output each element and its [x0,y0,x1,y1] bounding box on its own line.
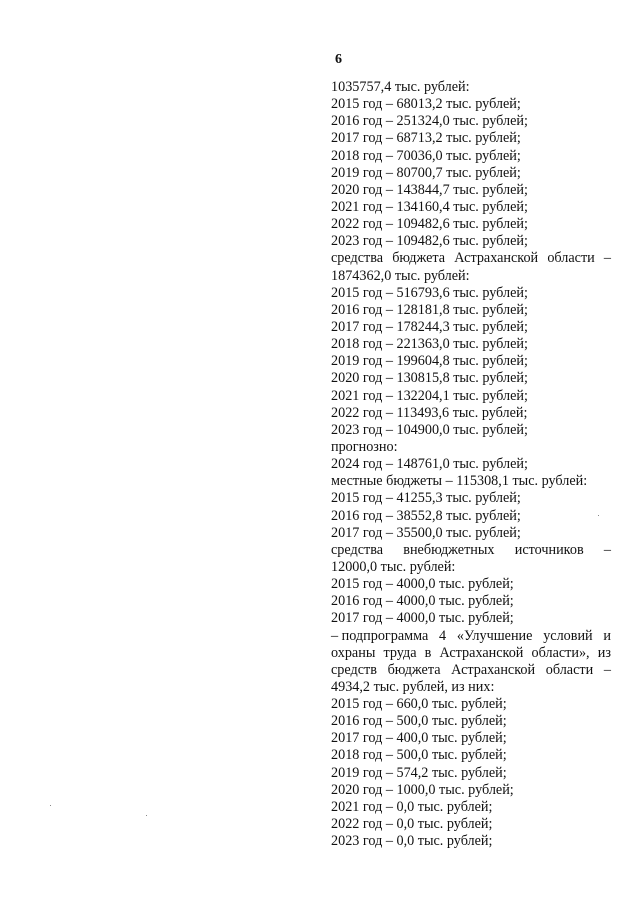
word: средства [331,541,384,558]
text-line: 2016 год – 251324,0 тыс. рублей; [331,113,528,130]
page-number: 6 [335,52,342,67]
word: – подпрограмма [331,627,429,644]
text-line: 2021 год – 132204,1 тыс. рублей; [331,387,528,404]
word: средств [331,661,377,678]
word: условий [543,627,593,644]
text-line: 4934,2 тыс. рублей, из них: [331,678,495,695]
text-line: 12000,0 тыс. рублей: [331,558,456,575]
word: – [603,541,611,558]
justified-line [331,662,611,679]
scan-speck [146,815,147,816]
word: области [547,250,595,267]
justified-line [331,628,611,645]
text-line: 2019 год – 80700,7 тыс. рублей; [331,164,521,181]
word: – [603,661,611,678]
word: внебюджетных [403,541,495,558]
text-line: 2015 год – 4000,0 тыс. рублей; [331,576,514,593]
text-line: 2018 год – 70036,0 тыс. рублей; [331,147,521,164]
word: Астраханской [439,644,524,661]
word: – [603,250,611,267]
text-line: 2016 год – 128181,8 тыс. рублей; [331,301,528,318]
word: бюджета [392,250,446,267]
justified-line [331,250,611,267]
text-line: 2023 год – 104900,0 тыс. рублей; [331,421,528,438]
text-line: 2022 год – 0,0 тыс. рублей; [331,816,493,833]
text-line: 2017 год – 35500,0 тыс. рублей; [331,524,521,541]
text-line: 2021 год – 134160,4 тыс. рублей; [331,198,528,215]
text-line: 2022 год – 109482,6 тыс. рублей; [331,216,528,233]
word: 4 [439,627,447,644]
text-line: 2019 год – 199604,8 тыс. рублей; [331,353,528,370]
word: бюджета [387,661,441,678]
text-line: 2016 год – 500,0 тыс. рублей; [331,713,507,730]
text-line: 2021 год – 0,0 тыс. рублей; [331,798,493,815]
word: Астраханской [454,250,539,267]
text-line: 2020 год – 143844,7 тыс. рублей; [331,181,528,198]
word: Астраханской [451,661,536,678]
text-line: 2024 год – 148761,0 тыс. рублей; [331,456,528,473]
text-line: 2017 год – 68713,2 тыс. рублей; [331,130,521,147]
justified-line [331,542,611,559]
text-line: 1874362,0 тыс. рублей: [331,267,470,284]
text-line: 2016 год – 38552,8 тыс. рублей; [331,507,521,524]
word: из [597,644,611,661]
word: области [545,661,594,678]
text-line: 2015 год – 660,0 тыс. рублей; [331,696,507,713]
text-line: 2017 год – 178244,3 тыс. рублей; [331,318,528,335]
word: труда [383,644,417,661]
text-line: 2015 год – 516793,6 тыс. рублей; [331,284,528,301]
scan-speck [598,515,599,516]
text-column [331,79,611,850]
word: в [424,644,432,661]
text-line: 2015 год – 68013,2 тыс. рублей; [331,96,521,113]
text-line: 2017 год – 400,0 тыс. рублей; [331,730,507,747]
text-line: 2019 год – 574,2 тыс. рублей; [331,764,507,781]
text-line: 1035757,4 тыс. рублей: [331,79,470,95]
text-line: местные бюджеты – 115308,1 тыс. рублей: [331,473,588,490]
word: охраны [331,644,376,661]
scan-speck [50,805,51,806]
text-line: 2017 год – 4000,0 тыс. рублей; [331,610,514,627]
word: средства [331,250,384,267]
text-line: 2015 год – 41255,3 тыс. рублей; [331,490,521,507]
word: и [603,627,611,644]
justified-line [331,645,611,662]
text-line: 2022 год – 113493,6 тыс. рублей; [331,404,528,421]
text-line: 2020 год – 130815,8 тыс. рублей; [331,370,528,387]
word: источников [514,541,584,558]
text-line: 2018 год – 500,0 тыс. рублей; [331,747,507,764]
text-line: 2023 год – 109482,6 тыс. рублей; [331,233,528,250]
text-line: 2016 год – 4000,0 тыс. рублей; [331,593,514,610]
text-line: 2023 год – 0,0 тыс. рублей; [331,833,493,850]
text-line: прогнозно: [331,438,398,455]
text-line: 2020 год – 1000,0 тыс. рублей; [331,781,514,798]
word: «Улучшение [456,627,533,644]
text-line: 2018 год – 221363,0 тыс. рублей; [331,336,528,353]
word: области», [531,644,590,661]
